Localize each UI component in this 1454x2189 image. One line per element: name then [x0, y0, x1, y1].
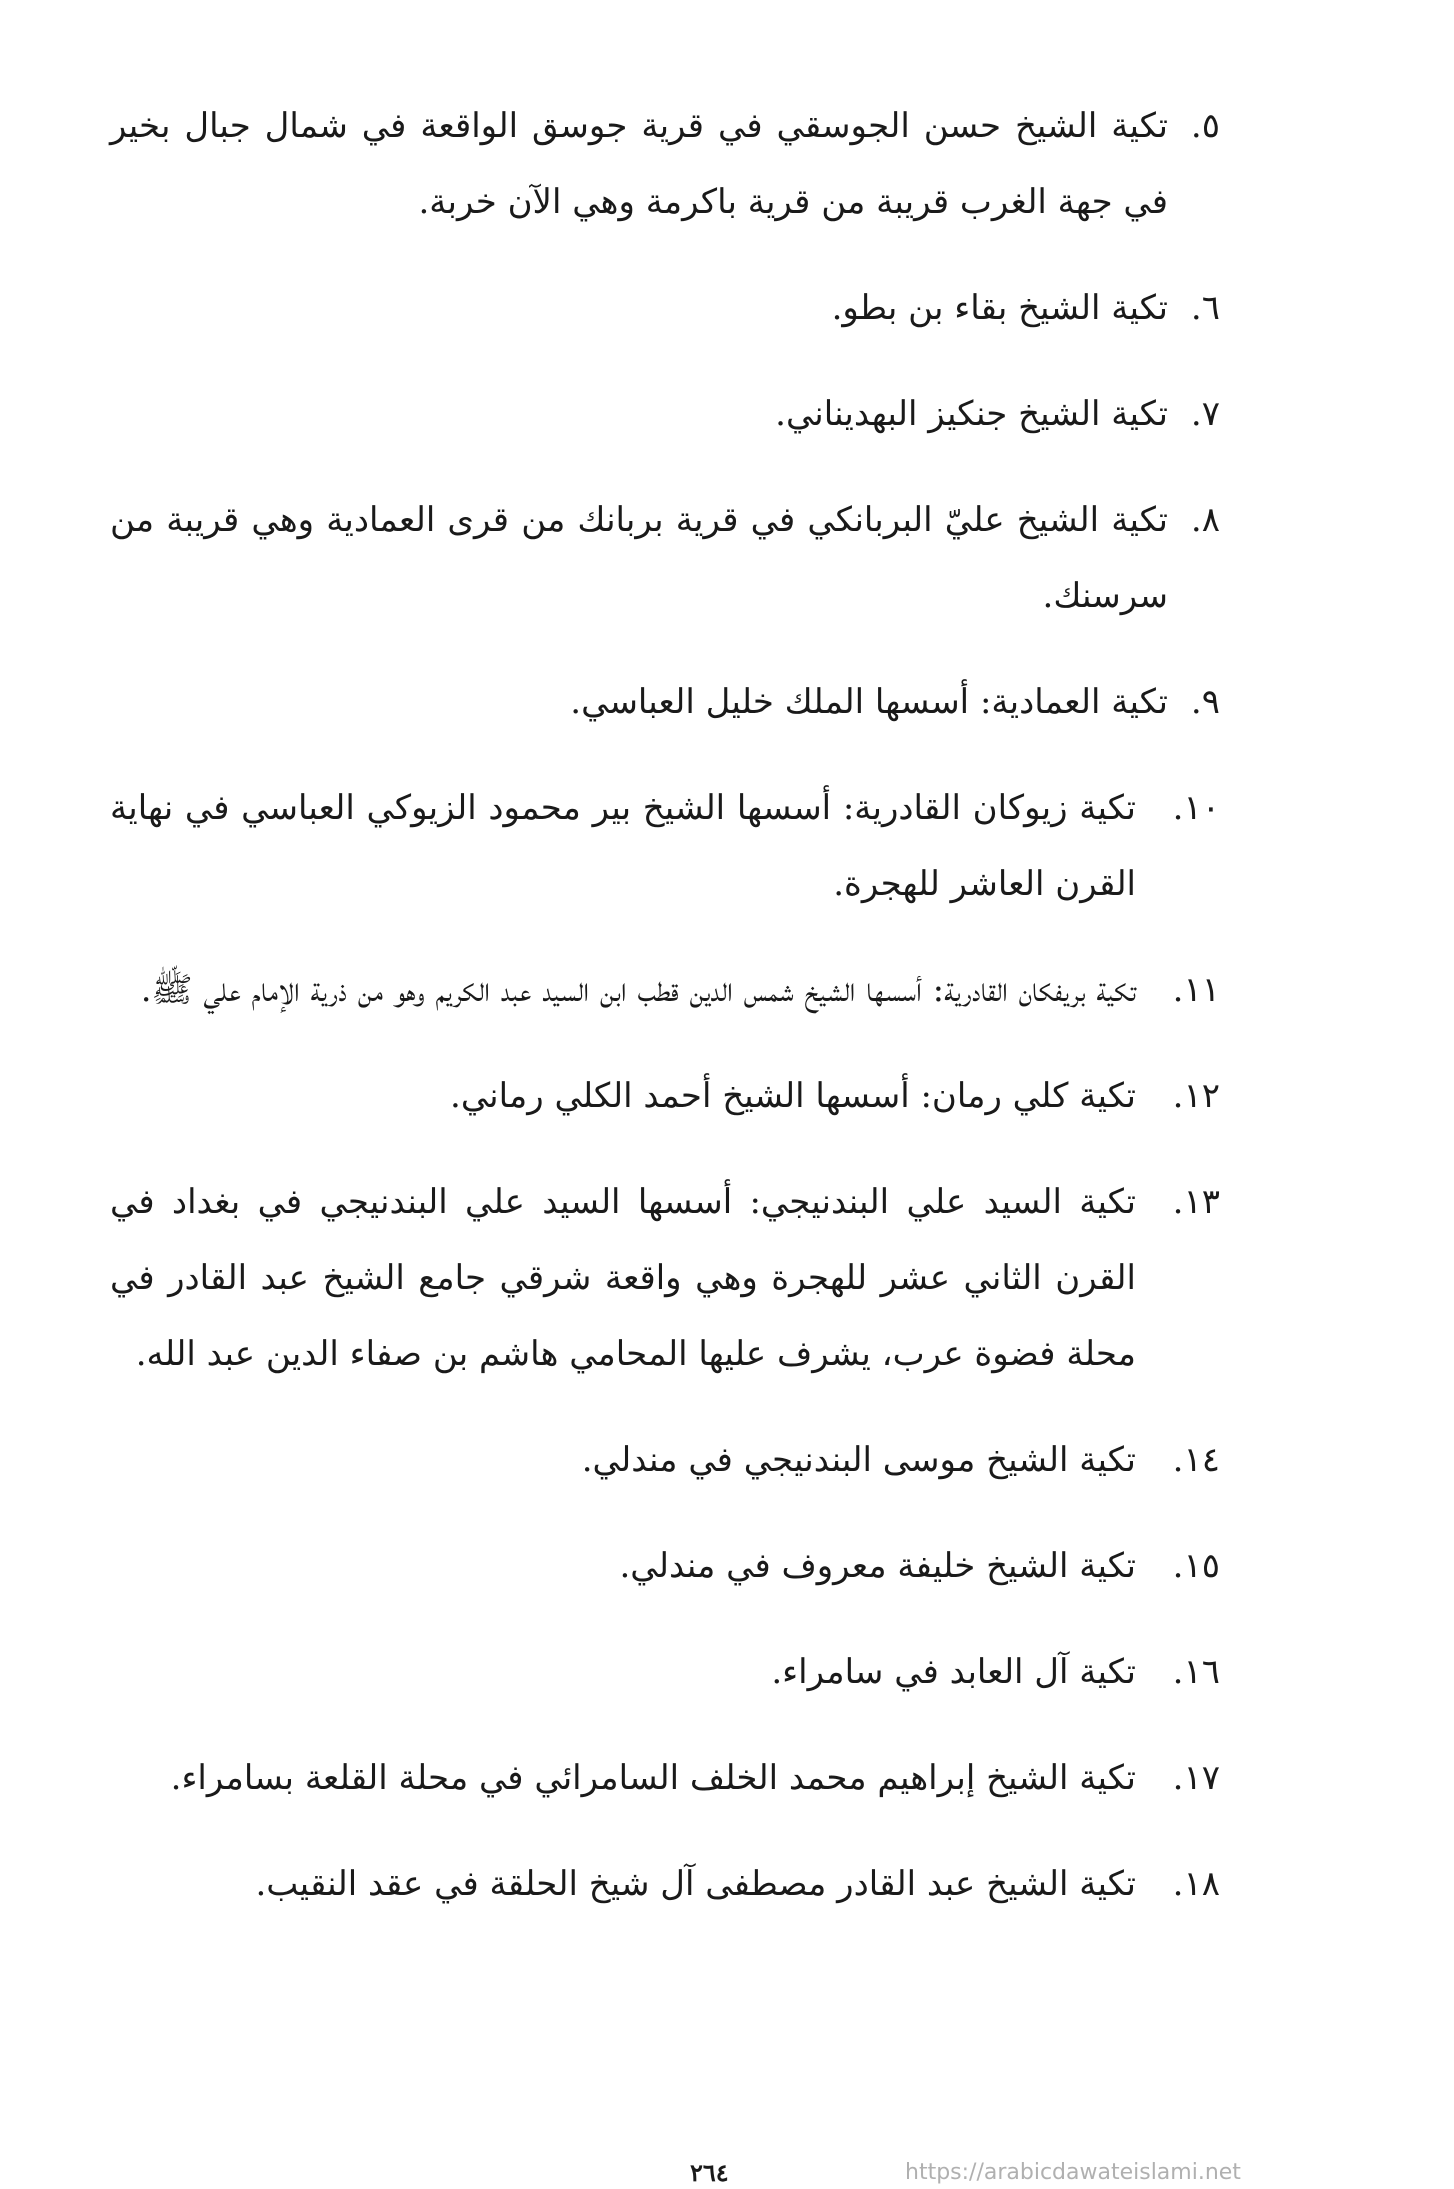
- item-number: ١٢.: [1172, 1076, 1220, 1116]
- list-item: [110, 1740, 1220, 1816]
- item-text: تكية الشيخ موسى البندنيجي في مندلي.: [581, 1440, 1136, 1480]
- item-text: تكية الشيخ حسن الجوسقي في قرية جوسق الواقعة في شمال جبال بخير في جهة الغرب قريبة من قرية باكرمة وهي الآن خربة.: [110, 106, 1168, 222]
- item-number: ١٣.: [1172, 1182, 1220, 1222]
- item-text: تكية العمادية: أسسها الملك خليل العباسي.: [570, 682, 1168, 722]
- item-text: تكية الشيخ خليفة معروف في مندلي.: [619, 1546, 1136, 1586]
- list-item: [110, 770, 1220, 922]
- list-item: [110, 376, 1220, 452]
- item-text: تكية الشيخ جنكيز البهديناني.: [775, 394, 1168, 434]
- item-text: تكية الشيخ عليّ البربانكي في قرية بربانك من قرى العمادية وهي قريبة من سرسنك.: [110, 500, 1168, 616]
- item-text: تكية الشيخ عبد القادر مصطفى آل شيخ الحلقة في عقد النقيب.: [255, 1864, 1136, 1904]
- list-item: [110, 1528, 1220, 1604]
- list-item: [110, 1634, 1220, 1710]
- item-text: تكية السيد علي البندنيجي: أسسها السيد علي البندنيجي في بغداد في القرن الثاني عشر للهجرة وهي واقعة شرقي جامع الشيخ عبد القادر في محلة فضوة عرب، يشرف عليها المحامي هاشم بن صفاء الدين عبد الله.: [110, 1182, 1136, 1374]
- item-number: ٧.: [1190, 394, 1220, 434]
- item-number: ١٠.: [1172, 788, 1220, 828]
- page-number: ٢٦٤: [690, 2158, 729, 2187]
- item-number: ١٨.: [1172, 1864, 1220, 1904]
- website-watermark: https://arabicdawateislami.net: [905, 2160, 1241, 2185]
- item-number: ٩.: [1190, 682, 1220, 722]
- item-text: تكية الشيخ بقاء بن بطو.: [831, 288, 1168, 328]
- item-number: ١٧.: [1172, 1758, 1220, 1798]
- item-number: ١٥.: [1172, 1546, 1220, 1586]
- item-number: ١١.: [1172, 970, 1220, 1010]
- list-item: [110, 1058, 1220, 1134]
- list-item: [110, 1846, 1220, 1922]
- item-text: تكية آل العابد في سامراء.: [771, 1652, 1136, 1692]
- page-footer: [0, 2158, 1454, 2188]
- item-text: تكية الشيخ إبراهيم محمد الخلف السامرائي في محلة القلعة بسامراء.: [170, 1758, 1136, 1798]
- list-item: [110, 1164, 1220, 1392]
- list-item: [110, 952, 1220, 1028]
- item-text: تكية كلي رمان: أسسها الشيخ أحمد الكلي رماني.: [450, 1076, 1136, 1116]
- item-number: ١٦.: [1172, 1652, 1220, 1692]
- item-number: ١٤.: [1172, 1440, 1220, 1480]
- list-item: [110, 482, 1220, 634]
- item-number: ٦.: [1190, 288, 1220, 328]
- list-item: [110, 270, 1220, 346]
- list-item: [110, 1422, 1220, 1498]
- item-text: تكية بريفكان القادرية: أسسها الشيخ شمس الدين قطب ابن السيد عبد الكريم وهو من ذرية الإمام علي ﷺ.: [140, 970, 1136, 1010]
- item-number: ٥.: [1190, 106, 1220, 146]
- item-number: ٨.: [1190, 500, 1220, 540]
- list-item: [110, 664, 1220, 740]
- item-text: تكية زيوكان القادرية: أسسها الشيخ بير محمود الزيوكي العباسي في نهاية القرن العاشر للهجرة.: [110, 788, 1136, 904]
- tekke-list: [110, 88, 1220, 1952]
- list-item: [110, 88, 1220, 240]
